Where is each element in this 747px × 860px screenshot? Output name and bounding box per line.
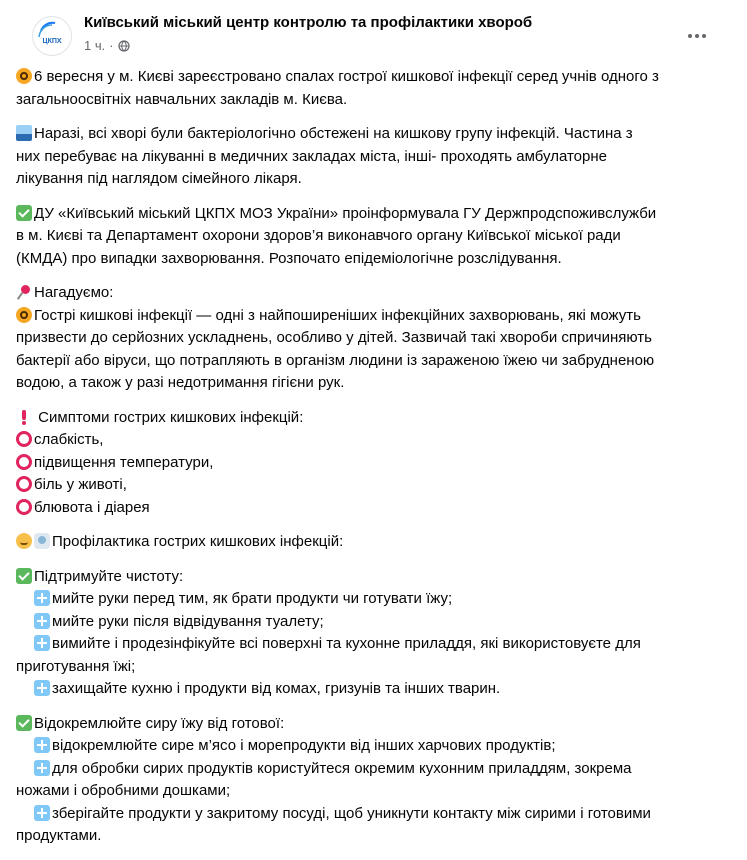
list-item-continuation: приготування їжі; [16,657,136,675]
list-item: мийте руки перед тим, як брати продукти чи готувати їжу; [16,588,726,611]
red-circle-icon [16,431,32,447]
page-avatar[interactable] [32,16,72,56]
clean-list [16,566,726,701]
list-item: відокремлюйте сире м’ясо і морепродукти від інших харчових продуктів; [16,735,726,758]
paragraph-outbreak [16,66,726,111]
text-line: в м. Києві та Департамент охорони здоров’я виконавчого органу Київської міської ради [16,227,621,244]
check-mark-icon [16,715,32,731]
prevention-title: Профілактика гострих кишкових інфекцій: [16,531,726,554]
clean-title: Підтримуйте чистоту: [16,566,726,589]
snowflake-icon [34,805,50,821]
text-line: бактерії або віруси, що потрапляють в організм людини із зараженою їжею чи забрудненою [16,351,655,369]
snowflake-icon [34,613,50,629]
text-line: них перебуває на лікуванні в медичних закладах міста, інші- проходять амбулаторне [16,147,607,165]
soap-icon [34,533,50,549]
face-icon [16,533,32,549]
list-item: підвищення температури, [16,452,726,475]
more-options-button[interactable] [679,18,715,54]
separate-list [16,713,726,848]
biohazard-icon [16,68,32,84]
list-item: мийте руки після відвідування туалету; [16,611,726,634]
ship-icon [16,125,32,141]
separate-title: Відокремлюйте сиру їжу від готової: [16,713,726,736]
list-item-continuation: ножами і обробними дошками; [16,782,231,799]
globe-icon[interactable] [118,40,130,52]
text-line: водою, а також у разі недотримання гігієни рук. [16,374,345,391]
exclamation-icon [16,409,32,425]
list-item: захищайте кухню і продукти від комах, гризунів та інших тварин. [16,678,726,701]
snowflake-icon [34,590,50,606]
ckph-logo-icon [33,17,71,55]
list-item: вимийте і продезінфікуйте всі поверхні та кухонне приладдя, які використовуєте для [16,633,726,656]
red-circle-icon [16,454,32,470]
post-text [16,66,726,860]
list-item: блювота і діарея [16,497,726,520]
red-circle-icon [16,476,32,492]
list-item: слабкість, [16,429,726,452]
biohazard-icon [16,307,32,323]
paragraph-reminder [16,282,726,395]
prevention-heading [16,531,726,554]
list-item: зберігайте продукти у закритому посуді, щоб уникнути контакту між сирими і готовими [16,803,726,826]
text-line: призвести до серйозних ускладнень, особливо у дітей. Зазвичай такі хвороби спричиняють [16,329,652,346]
reminder-title: Нагадуємо: [16,282,726,305]
post-time-link[interactable]: 1 ч. [84,38,106,53]
snowflake-icon [34,680,50,696]
text-line: Наразі, всі хворі були бактеріологічно обстежені на кишкову групу інфекцій. Частина з [16,123,726,146]
page-name-link[interactable]: Київський міський центр контролю та профілактики хвороб [84,14,533,31]
svg-text:ЦКПХ: ЦКПХ [42,38,62,45]
snowflake-icon [34,760,50,776]
text-line: Гострі кишкові інфекції — одні з найпоширеніших інфекційних захворювань, які можуть [16,305,726,328]
text-line: 6 вересня у м. Києві зареєстровано спалах гострої кишкової інфекції серед учнів одного з [16,66,726,89]
snowflake-icon [34,737,50,753]
symptoms-title: Симптоми гострих кишкових інфекцій: [16,407,726,430]
paragraph-informed [16,203,726,271]
list-item-continuation: продуктами. [16,827,102,844]
text-line: загальноосвітніх навчальних закладів м. Києва. [16,90,348,108]
text-line: ДУ «Київський міський ЦКПХ МОЗ України» проінформувала ГУ Держпродспоживслужби [16,203,726,226]
red-circle-icon [16,499,32,515]
paragraph-examined [16,123,726,191]
list-item: біль у животі, [16,474,726,497]
text-line: лікування під наглядом сімейного лікаря. [16,170,302,187]
post-meta [84,38,130,53]
pushpin-icon [16,284,32,300]
check-mark-icon [16,568,32,584]
text-line: (КМДА) про випадки захворювання. Розпочато епідеміологічне розслідування. [16,249,562,267]
symptoms-list [16,407,726,520]
snowflake-icon [34,635,50,651]
meta-separator: · [109,38,114,53]
check-mark-icon [16,205,32,221]
more-dots-icon [687,33,707,39]
list-item: для обробки сирих продуктів користуйтеся окремим кухонним приладдям, зокрема [16,758,726,781]
post-header [16,0,731,68]
